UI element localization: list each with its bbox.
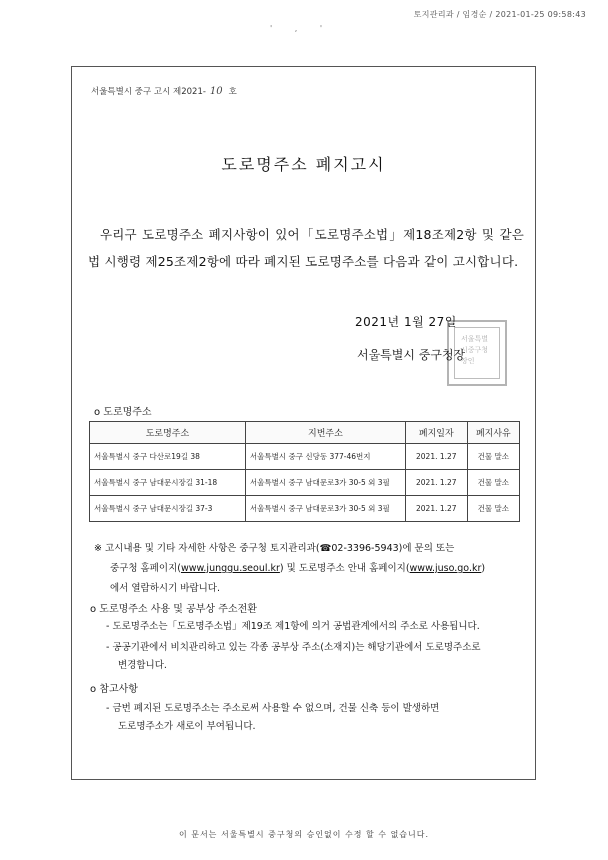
notice-frame: [71, 66, 536, 780]
notice-body: 우리구 도로명주소 폐지사항이 있어「도로명주소법」제18조제2항 및 같은 법 시행령 제25조제2항에 따라 폐지된 도로명주소를 다음과 같이 고시합니다.: [88, 227, 524, 269]
table-row: [90, 444, 520, 470]
abolished-address-table: [89, 421, 520, 522]
cell-abolish-reason: 건물 말소: [467, 470, 519, 496]
usage-item-2-continued: 변경합니다.: [118, 660, 167, 671]
juso-website-link[interactable]: www.juso.go.kr: [409, 563, 482, 574]
column-header-abolish-date: 폐지일자: [405, 422, 467, 444]
notice-number-handwritten: 10: [209, 86, 223, 97]
notice-number-prefix: 서울특별시 중구 고시 제2021-: [91, 87, 206, 97]
cell-road-address: 서울특별시 중구 남대문시장길 37-3: [90, 496, 246, 522]
note-line-2-mid: ) 및 도로명주소 안내 홈페이지(: [279, 563, 410, 574]
note-line-1: ※ 고시내용 및 기타 자세한 사항은 중구청 토지관리과(☎02-3396-5943)에 문의 또는: [94, 543, 455, 554]
column-header-abolish-reason: 폐지사유: [467, 422, 519, 444]
note-line-2-prefix: 중구청 홈페이지(: [110, 563, 181, 574]
cell-abolish-reason: 건물 말소: [467, 444, 519, 470]
usage-item-2: - 공공기관에서 비치관리하고 있는 각종 공부상 주소(소재지)는 해당기관에서 도로명주소로: [106, 642, 481, 653]
document-title: 도로명주소 폐지고시: [221, 155, 386, 174]
document-metadata: 토지관리과 / 임경순 / 2021-01-25 09:58:43: [413, 10, 586, 19]
cell-abolish-date: 2021. 1.27: [405, 496, 467, 522]
junggu-website-link[interactable]: www.junggu.seoul.kr: [180, 563, 280, 574]
reference-item-1-continued: 도로명주소가 새로이 부여됩니다.: [118, 721, 256, 732]
note-line-2: [94, 559, 524, 579]
notice-number-suffix: 호: [228, 87, 237, 97]
notice-date: 2021년 1월 27일: [355, 315, 457, 329]
road-section-heading: o 도로명주소: [94, 407, 152, 418]
cell-abolish-date: 2021. 1.27: [405, 444, 467, 470]
notice-number: [91, 85, 237, 97]
table-row: [90, 496, 520, 522]
cell-abolish-reason: 건물 말소: [467, 496, 519, 522]
issuer: 서울특별시 중구청장: [357, 348, 466, 362]
column-header-lot-address: 지번주소: [245, 422, 405, 444]
cell-lot-address: 서울특별시 중구 신당동 377-46번지: [245, 444, 405, 470]
cell-lot-address: 서울특별시 중구 남대문로3가 30-5 외 3필: [245, 470, 405, 496]
reference-section-heading: o 참고사항: [90, 684, 138, 695]
usage-item-1: - 도로명주소는「도로명주소법」제19조 제1항에 의거 공법관계에서의 주소로 사용됩니다.: [106, 621, 480, 632]
usage-section-heading: o 도로명주소 사용 및 공부상 주소전환: [90, 604, 257, 615]
footer-disclaimer: 이 문서는 서울특별시 중구청의 승인없이 수정 할 수 없습니다.: [178, 830, 430, 839]
table-header-row: [90, 422, 520, 444]
column-header-road-address: 도로명주소: [90, 422, 246, 444]
seal-text: 서울특별시중구청장인: [461, 335, 489, 365]
note-line-2-suffix: ): [481, 563, 486, 574]
cell-abolish-date: 2021. 1.27: [405, 470, 467, 496]
cell-road-address: 서울특별시 중구 남대문시장길 31-18: [90, 470, 246, 496]
note-line-3: 에서 열람하시기 바랍니다.: [110, 583, 221, 594]
reference-item-1: - 금번 폐지된 도로명주소는 주소로써 사용할 수 없으며, 건물 신축 등이 발생하면: [106, 703, 440, 714]
scan-marks: ' , ': [270, 24, 333, 33]
cell-road-address: 서울특별시 중구 다산로19길 38: [90, 444, 246, 470]
cell-lot-address: 서울특별시 중구 남대문로3가 30-5 외 3필: [245, 496, 405, 522]
inquiry-note: [94, 539, 524, 599]
table-row: [90, 470, 520, 496]
